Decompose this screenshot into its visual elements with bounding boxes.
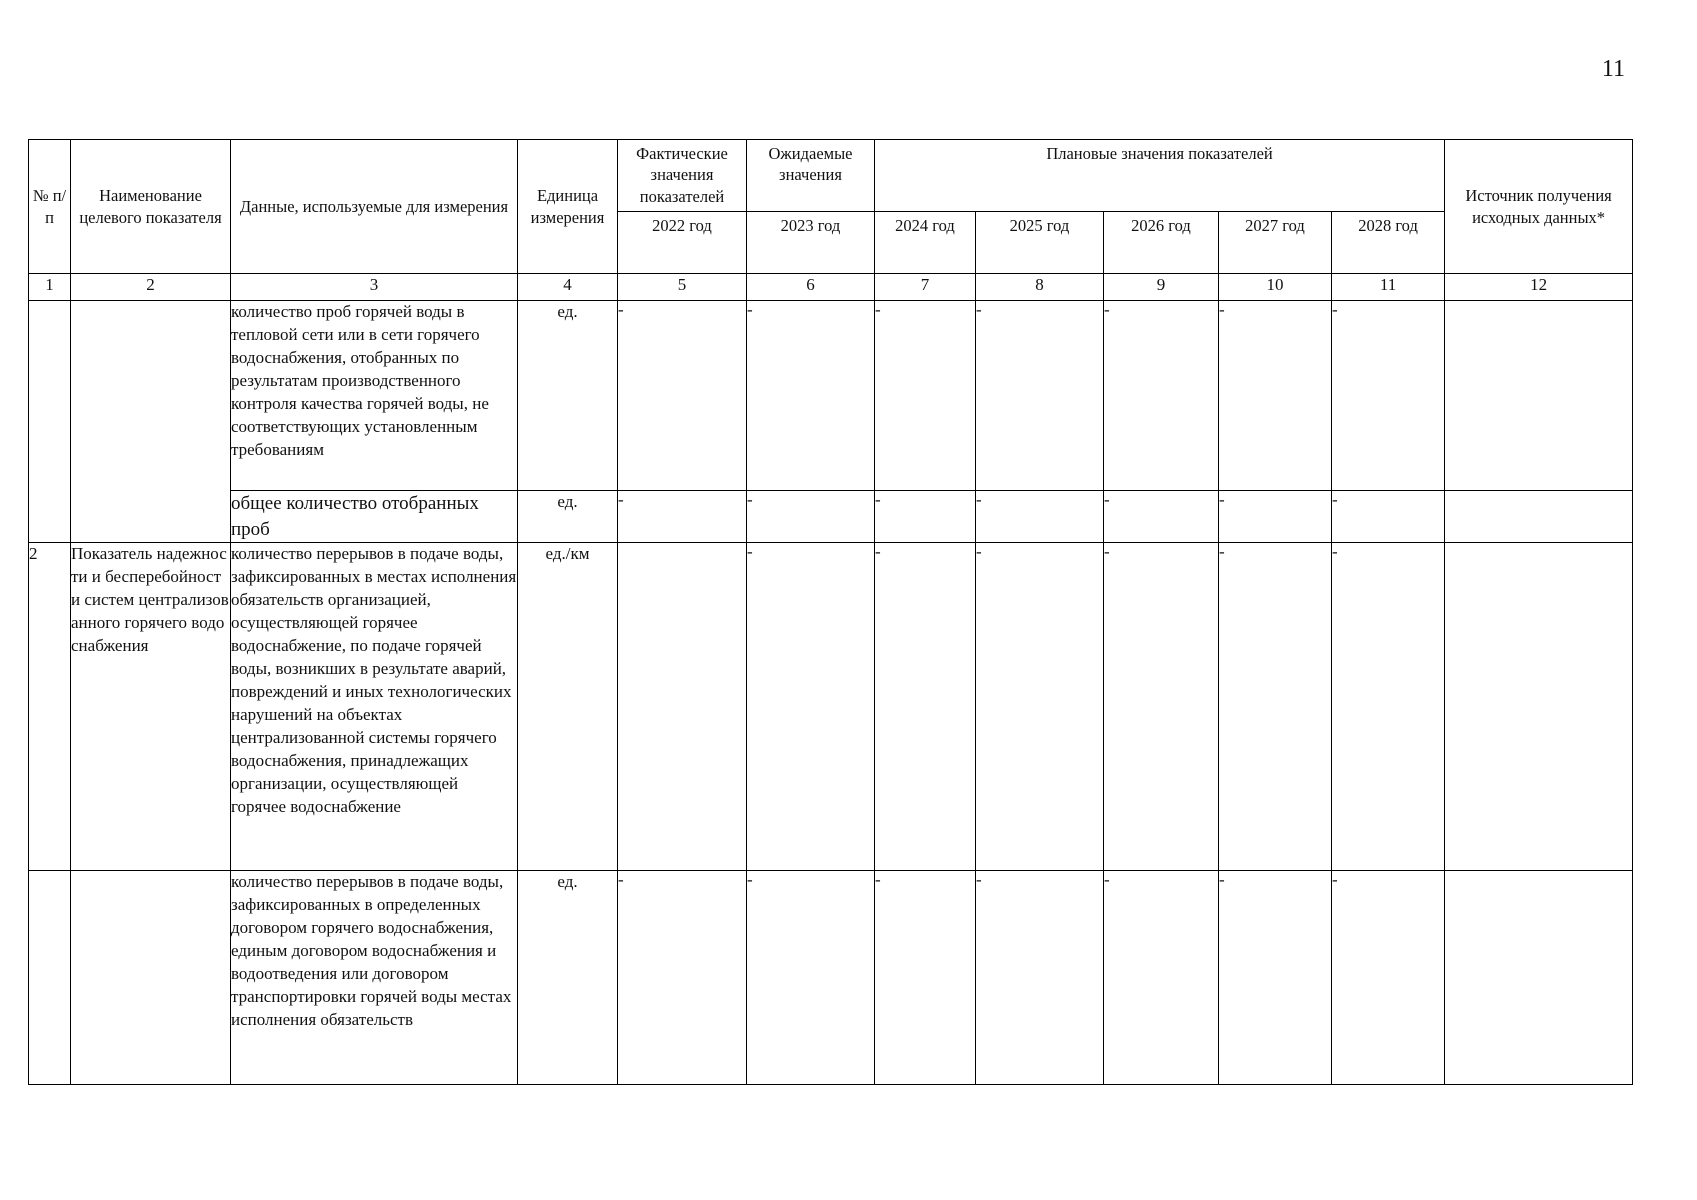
column-number: 1 [29, 274, 71, 301]
header-year-2024: 2024 год [875, 212, 976, 274]
row-indicator-name: Показатель надежности и бесперебойности систем централизованного горячего водоснабжения [71, 543, 231, 871]
value-2027: - [1219, 491, 1332, 543]
value-2023: - [747, 491, 875, 543]
value-2025: - [976, 871, 1104, 1085]
value-2027: - [1219, 301, 1332, 491]
row-source [1445, 871, 1633, 1085]
header-planned: Плановые значения показателей [875, 140, 1445, 212]
row-num: 2 [29, 543, 71, 871]
page-number: 11 [1601, 56, 1625, 82]
header-row-1 [29, 140, 1633, 212]
header-year-2025: 2025 год [976, 212, 1104, 274]
value-2024: - [875, 543, 976, 871]
header-source: Источник получения исходных данных* [1445, 140, 1633, 274]
value-2025: - [976, 543, 1104, 871]
indicators-table [28, 139, 1633, 1085]
value-2028: - [1332, 301, 1445, 491]
value-2024: - [875, 491, 976, 543]
row-measurement-data: общее количество отобранных проб [231, 491, 518, 543]
row-unit: ед. [518, 301, 618, 491]
value-2028: - [1332, 491, 1445, 543]
value-2025: - [976, 491, 1104, 543]
column-number: 5 [618, 274, 747, 301]
value-2026: - [1104, 301, 1219, 491]
header-name: Наименование целевого показателя [71, 140, 231, 274]
column-number: 10 [1219, 274, 1332, 301]
table-row [29, 301, 1633, 491]
header-year-2028: 2028 год [1332, 212, 1445, 274]
column-number: 6 [747, 274, 875, 301]
column-number: 11 [1332, 274, 1445, 301]
column-number: 3 [231, 274, 518, 301]
value-2022 [618, 543, 747, 871]
value-2023: - [747, 871, 875, 1085]
column-number: 2 [71, 274, 231, 301]
value-2024: - [875, 301, 976, 491]
value-2026: - [1104, 491, 1219, 543]
row-source [1445, 543, 1633, 871]
column-numbers-row [29, 274, 1633, 301]
row-unit: ед. [518, 491, 618, 543]
value-2028: - [1332, 871, 1445, 1085]
header-data: Данные, используемые для измерения [231, 140, 518, 274]
row-indicator-name [71, 301, 231, 543]
value-2027: - [1219, 543, 1332, 871]
value-2028: - [1332, 543, 1445, 871]
row-indicator-name [71, 871, 231, 1085]
value-2027: - [1219, 871, 1332, 1085]
table-row [29, 871, 1633, 1085]
value-2024: - [875, 871, 976, 1085]
column-number: 12 [1445, 274, 1633, 301]
header-year-2023: 2023 год [747, 212, 875, 274]
row-measurement-data: количество перерывов в подаче воды, зафиксированных в местах исполнения обязательств организацией, осуществляющей горячее водоснабжение, по подаче горячей воды, возникших в результате аварий, повреждений и иных технологических нарушений на объектах централизованной системы горячего водоснабжения, принадлежащих организации, осуществляющей горячее водоснабжение [231, 543, 518, 871]
row-source [1445, 301, 1633, 491]
value-2022: - [618, 301, 747, 491]
header-year-2026: 2026 год [1104, 212, 1219, 274]
header-year-2022: 2022 год [618, 212, 747, 274]
column-number: 4 [518, 274, 618, 301]
row-measurement-data: количество проб горячей воды в тепловой сети или в сети горячего водоснабжения, отобранных по результатам производственного контроля качества горячей воды, не соответствующих установленным требованиям [231, 301, 518, 491]
column-number: 8 [976, 274, 1104, 301]
row-unit: ед./км [518, 543, 618, 871]
column-number: 9 [1104, 274, 1219, 301]
value-2023: - [747, 301, 875, 491]
table-row [29, 491, 1633, 543]
value-2025: - [976, 301, 1104, 491]
value-2023: - [747, 543, 875, 871]
row-source [1445, 491, 1633, 543]
header-expected: Ожидаемые значения [747, 140, 875, 212]
value-2026: - [1104, 543, 1219, 871]
header-unit: Единица измерения [518, 140, 618, 274]
value-2026: - [1104, 871, 1219, 1085]
column-number: 7 [875, 274, 976, 301]
row-num [29, 301, 71, 543]
table-row [29, 543, 1633, 871]
value-2022: - [618, 491, 747, 543]
header-actual: Фактические значения показателей [618, 140, 747, 212]
row-unit: ед. [518, 871, 618, 1085]
value-2022: - [618, 871, 747, 1085]
row-num [29, 871, 71, 1085]
header-year-2027: 2027 год [1219, 212, 1332, 274]
header-num: № п/п [29, 140, 71, 274]
row-measurement-data: количество перерывов в подаче воды, зафиксированных в определенных договором горячего водоснабжения, единым договором водоснабжения и водоотведения или договором транспортировки горячей воды местах исполнения обязательств [231, 871, 518, 1085]
